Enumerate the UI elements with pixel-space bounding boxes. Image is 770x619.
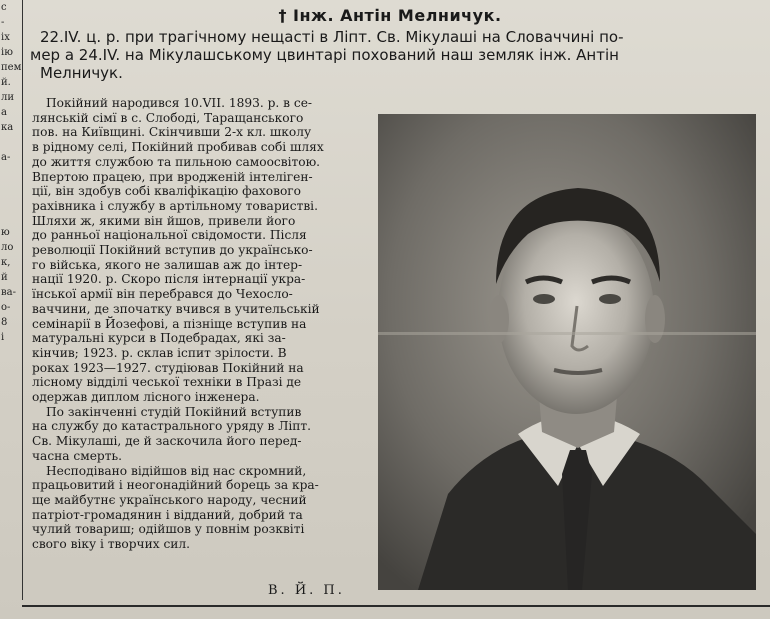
body-line: кінчив; 1923. р. склав іспит зрілости. В [32,345,287,360]
left-strip-fragment: а- [1,152,11,163]
body-line: го війська, якого не залишав аж до інтер- [32,257,303,272]
left-strip-fragment: ва- [1,287,16,298]
left-strip-fragment [0,180,22,195]
page-rule [22,605,770,607]
body-line: до життя службою та пильною самоосвітою. [32,154,321,169]
left-strip-fragment: а [1,107,7,118]
article-lead [30,28,745,82]
body-line: свого віку і творчих сил. [32,537,191,552]
body-line: працьовитий і неогонадійний борець за кра- [32,478,319,493]
left-strip-fragment [0,195,22,210]
body-line: Несподівано відійшов від нас скромний, [46,463,307,478]
body-line: часна смерть. [32,448,122,463]
body-line: Впертою працею, при вродженій інтеліген- [32,169,313,184]
body-line: Св. Мікулаші, де й заскочила його перед- [32,434,302,449]
left-strip-fragment: к, [1,257,11,268]
body-line: революції Покійний вступив до українсько- [32,243,313,258]
body-line: ваччини, де зпочатку вчився в учительській [32,301,320,316]
body-line: По закінченні студій Покійний вступив [46,404,302,419]
body-line: лянській сімї в с. Слободі, Таращанського [32,110,304,125]
lead-line: Мелничук. [40,64,123,82]
lead-line: мер а 24.IV. на Мікулашському цвинтарі похований наш земляк інж. Антін [30,46,619,64]
body-line: семінарії в Йозефові, а пізніще вступив на [32,316,307,331]
left-strip-fragment: й [1,272,8,283]
body-line: рахівника і службу в артільному товаристві. [32,198,318,213]
body-line: нації 1920. р. Скоро після інтернації укра- [32,272,306,287]
left-strip-fragment: ю [1,227,10,238]
left-strip-fragment: пем [1,62,22,73]
portrait-photo [378,114,756,590]
lead-line: 22.IV. ц. р. при трагічному нещасті в Ліпт. Св. Мікулаші на Словаччині по- [40,28,624,46]
body-line: роках 1923—1927. студіював Покійний на [32,360,304,375]
body-line: Шляхи ж, якими він йшов, привели його [32,213,296,228]
left-strip-fragment: с [1,2,7,13]
left-strip-fragment: й. [1,77,11,88]
body-line: патріот-громадянин і відданий, добрий та [32,507,303,522]
left-strip-fragment: ло [1,242,14,253]
left-strip-fragment [0,135,22,150]
article-body [32,96,358,552]
body-line: матуральні курси в Подебрадах, які за- [32,331,286,346]
left-strip-fragment: ію [1,47,13,58]
left-strip-fragment: о- [1,302,11,313]
left-strip-fragment: ка [1,122,14,133]
left-strip-fragment: іх [1,32,10,43]
body-line: на службу до катастрального уряду в Ліпт. [32,419,312,434]
body-line: до ранньої національної свідомости. Після [32,228,307,243]
body-line: їнської армії він перебрався до Чехосло- [32,287,293,302]
left-strip-fragment [0,210,22,225]
article-title: † Інж. Антін Мелничук. [278,6,502,25]
left-column-fragment [0,0,23,600]
body-line: Покійний народився 10.VII. 1893. р. в се- [46,96,313,110]
left-strip-fragment: 8 [1,317,8,328]
article-signature: В. Й. П. [268,583,345,598]
left-strip-fragment: - [1,17,5,28]
body-line: ції, він здобув собі кваліфікацію фахового [32,184,302,199]
body-line: чулий товариш; одійшов у повнім розквіті [32,522,305,537]
left-strip-fragment [0,165,22,180]
body-line: ще майбутнє українського народу, чесний [32,492,307,507]
body-line: в рідному селі, Покійний пробивав собі шлях [32,140,324,155]
left-strip-fragment: і [1,332,5,343]
portrait-image [378,114,756,590]
body-line: лісному відділі чеської техніки в Празі де [32,375,302,390]
left-strip-fragment: ли [1,92,15,103]
body-line: пов. на Київщині. Скінчивши 2-х кл. школу [32,125,312,140]
body-line: одержав диплом лісного інженера. [32,390,260,405]
